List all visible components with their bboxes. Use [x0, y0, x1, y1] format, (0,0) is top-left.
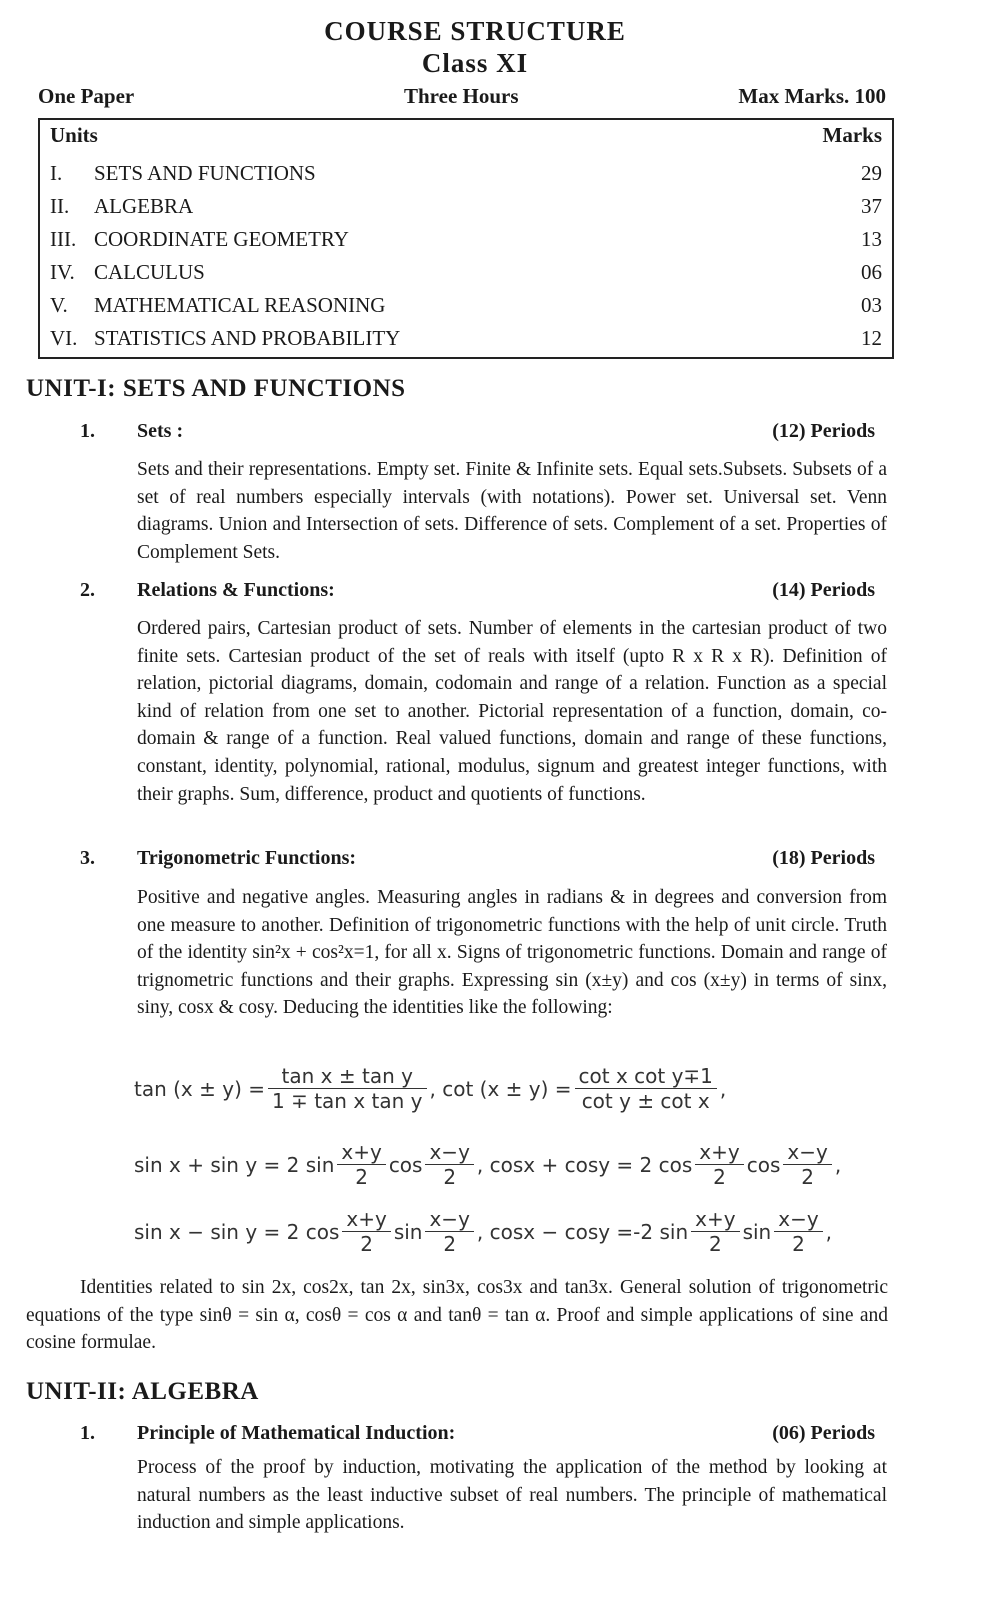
fraction — [575, 1064, 717, 1113]
denominator: 2 — [792, 1232, 805, 1256]
denominator: 2 — [443, 1232, 457, 1256]
denominator: 2 — [355, 1165, 368, 1189]
unit-marks: 03 — [861, 293, 882, 317]
item-number: 3. — [80, 847, 95, 869]
item-number: 2. — [80, 579, 95, 601]
item-description: Sets and their representations. Empty set. Finite & Infinite sets. Equal sets.Subsets. Subsets of a set of real numbers especially intervals (with notations). Power set. Universal set. Venn diagrams. Union and Intersection of sets. Difference of sets. Complement of a set. Properties of Complement Sets. — [137, 459, 887, 563]
fraction — [425, 1207, 473, 1256]
unit-name: COORDINATE GEOMETRY — [94, 227, 349, 251]
identities-paragraph: Identities related to sin 2x, cos2x, tan 2x, sin3x, cos3x and tan3x. General solution of trigonometric equations of the type sinθ = sin α, cosθ = cos α and tanθ = tan α. Proof and simple applications of sine and cosine formulae. — [26, 1277, 888, 1354]
unit-name: MATHEMATICAL REASONING — [94, 293, 386, 317]
formula-line-1 — [134, 1064, 726, 1113]
fraction — [425, 1140, 473, 1189]
numerator: x+y — [695, 1140, 743, 1165]
unit-1-heading: UNIT-I: SETS AND FUNCTIONS — [26, 375, 406, 402]
formula-line-2 — [134, 1140, 841, 1189]
unit-name: CALCULUS — [94, 260, 205, 284]
formula-text: cos — [746, 1152, 781, 1177]
fraction — [337, 1140, 385, 1189]
numerator: x−y — [425, 1207, 473, 1232]
unit-name: ALGEBRA — [94, 194, 194, 218]
unit-2-heading: UNIT-II: ALGEBRA — [26, 1378, 259, 1405]
item-periods: (18) Periods — [772, 847, 875, 869]
unit-number: VI. — [50, 326, 78, 350]
page-subtitle: Class XI — [421, 48, 529, 78]
marks-table — [38, 118, 894, 359]
duration-label: Three Hours — [404, 84, 519, 108]
max-marks-label: Max Marks. 100 — [738, 84, 886, 108]
paper-label: One Paper — [38, 84, 135, 108]
page-title: COURSE STRUCTURE — [324, 16, 626, 46]
unit-number: IV. — [50, 260, 75, 284]
unit-number: III. — [50, 227, 77, 251]
formula-text: tan (x ± y) = — [134, 1076, 265, 1101]
formula-text: cos — [388, 1152, 423, 1177]
denominator: 2 — [801, 1165, 814, 1189]
formula-text: , — [825, 1219, 833, 1244]
item-title-trigonometric: Trigonometric Functions: — [137, 847, 357, 869]
numerator: cot x cot y∓1 — [575, 1064, 717, 1089]
unit-number: II. — [50, 194, 70, 218]
denominator: 2 — [713, 1165, 726, 1189]
denominator: cot y ± cot x — [581, 1089, 710, 1113]
item-title-induction: Principle of Mathematical Induction: — [137, 1422, 456, 1444]
numerator: x+y — [342, 1207, 390, 1232]
unit-name: SETS AND FUNCTIONS — [94, 161, 316, 185]
fraction — [691, 1207, 739, 1256]
formula-text: sin — [742, 1219, 772, 1244]
numerator: x+y — [337, 1140, 385, 1165]
item-description: Ordered pairs, Cartesian product of sets. Number of elements in the cartesian product of two finite sets. Cartesian product of the set of reals with itself (upto R x R x R). Definition of relation, pictorial diagrams, domain, codomain and range of a relation. Function as a special kind of relation from one set to another. Pictorial representation of a function, domain, co-domain & range of a function. Real valued functions, domain and range of these functions, constant, identity, polynomial, rational, modulus, signum and greatest integer functions, with their graphs. Sum, difference, product and quotients of functions. — [137, 618, 887, 805]
fraction — [695, 1140, 743, 1189]
numerator: tan x ± tan y — [268, 1064, 427, 1089]
formula-text: , — [834, 1152, 842, 1177]
denominator: 2 — [360, 1232, 373, 1256]
item-periods: (06) Periods — [772, 1422, 875, 1444]
denominator: 2 — [443, 1165, 457, 1189]
formula-line-3 — [134, 1207, 832, 1256]
formula-text: , — [719, 1076, 727, 1101]
item-number: 1. — [80, 1422, 95, 1444]
unit-number: V. — [50, 293, 68, 317]
formula-text: sin x − sin y = 2 cos — [134, 1219, 340, 1244]
item-title-sets: Sets : — [137, 420, 184, 442]
numerator: x−y — [774, 1207, 822, 1232]
unit-number: I. — [50, 161, 63, 185]
fraction — [268, 1064, 427, 1113]
marks-header: Marks — [822, 123, 882, 147]
unit-marks: 06 — [861, 260, 882, 284]
item-number: 1. — [80, 420, 95, 442]
item-description: Positive and negative angles. Measuring angles in radians & in degrees and conversion from one measure to another. Definition of trigonometric functions with the help of unit circle. Truth of the identity sin²x + cos²x=1, for all x. Signs of trigonometric functions. Domain and range of trignometric functions and their graphs. Expressing sin (x±y) and cos (x±y) in terms of sinx, siny, cosx & cosy. Deducing the identities like the following: — [137, 887, 887, 1019]
item-title-relations: Relations & Functions: — [137, 579, 335, 601]
unit-marks: 13 — [861, 227, 882, 251]
item-periods: (12) Periods — [772, 420, 875, 442]
unit-marks: 29 — [861, 161, 882, 185]
item-periods: (14) Periods — [772, 579, 875, 601]
fraction — [342, 1207, 390, 1256]
fraction — [783, 1140, 831, 1189]
formula-text: , cosx + cosy = 2 cos — [476, 1152, 693, 1177]
unit-marks: 12 — [861, 326, 882, 350]
numerator: x−y — [425, 1140, 473, 1165]
denominator: 1 ∓ tan x tan y — [272, 1089, 423, 1113]
numerator: x+y — [691, 1207, 739, 1232]
formula-text: , cosx − cosy =-2 sin — [476, 1219, 689, 1244]
formula-text: sin — [393, 1219, 423, 1244]
formula-text: , cot (x ± y) = — [429, 1076, 572, 1101]
numerator: x−y — [783, 1140, 831, 1165]
units-header: Units — [50, 123, 98, 147]
item-description: Process of the proof by induction, motivating the application of the method by looking at natural numbers as the least inductive subset of real numbers. The principle of mathematical induction and simple applications. — [137, 1457, 887, 1534]
unit-marks: 37 — [861, 194, 882, 218]
denominator: 2 — [708, 1232, 722, 1256]
formula-text: sin x + sin y = 2 sin — [134, 1152, 335, 1177]
unit-name: STATISTICS AND PROBABILITY — [94, 326, 401, 350]
fraction — [774, 1207, 822, 1256]
